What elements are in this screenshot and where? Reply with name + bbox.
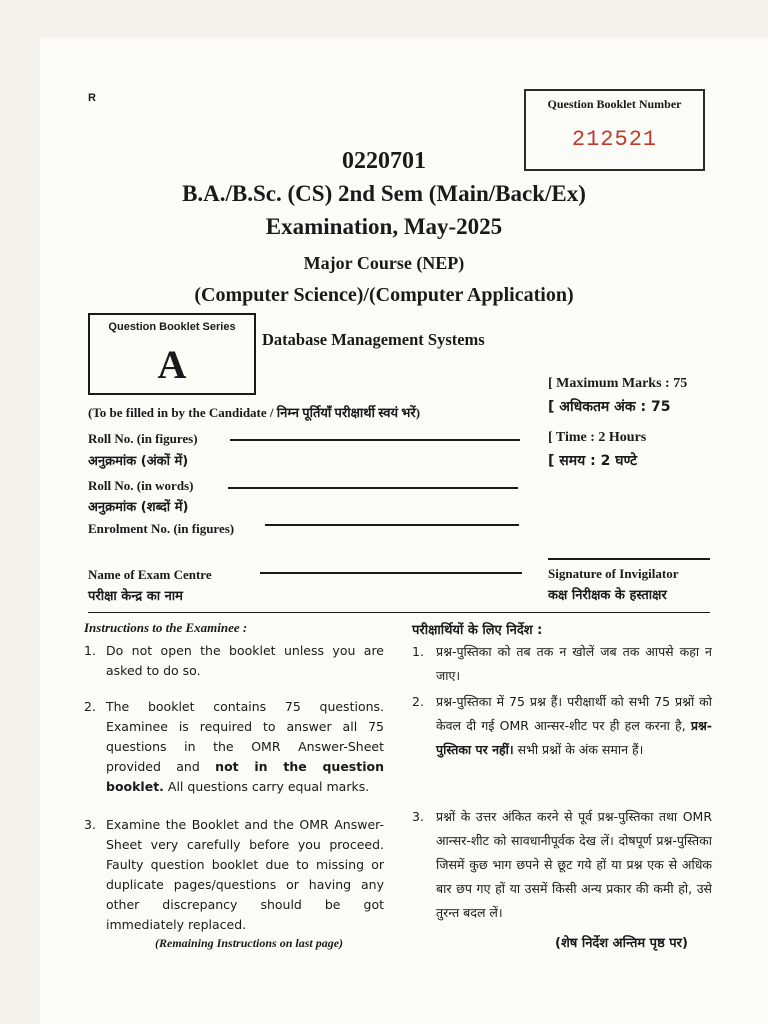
fill-note: (To be filled in by the Candidate / निम्न पूर्तियाँ परीक्षार्थी स्वयं भरें) bbox=[88, 405, 421, 420]
roll-figures-field[interactable] bbox=[230, 439, 520, 441]
booklet-series-box bbox=[88, 313, 256, 395]
roll-figures-label: Roll No. (in figures) bbox=[88, 431, 198, 446]
time-en: [ Time : 2 Hours bbox=[548, 430, 647, 445]
instructions-heading-en: Instructions to the Examinee : bbox=[84, 620, 248, 635]
exam-title-line-4: (Computer Science)/(Computer Application) bbox=[194, 284, 574, 306]
roll-figures-label-hi: अनुक्रमांक (अंकों में) bbox=[88, 454, 189, 469]
enrolment-field[interactable] bbox=[265, 524, 519, 526]
subject-title: Database Management Systems bbox=[262, 330, 485, 349]
exam-centre-label: Name of Exam Centre bbox=[88, 567, 212, 582]
instruction-hi-1: 1. प्रश्न-पुस्तिका को तब तक न खोलें जब तक आपसे कहा न जाए। bbox=[412, 644, 712, 683]
booklet-series-value: A bbox=[157, 342, 187, 387]
exam-title-line-1: B.A./B.Sc. (CS) 2nd Sem (Main/Back/Ex) bbox=[182, 181, 586, 206]
section-divider bbox=[88, 612, 710, 613]
instruction-hi-3: 3. प्रश्नों के उत्तर अंकित करने से पूर्व प्रश्न-पुस्तिका तथा OMR आन्सर-शीट को सावधानीपूर्वक देख लें। दोषपूर्ण प्रश्न-पुस्तिका जिसमें कुछ भाग छपने से छूट गये हों या प्रश्न एक से अधिक बार छप गए हों या उसमें किसी अन्य प्रकार की कमी हो, उसे तुरन्त बदल लें। bbox=[412, 809, 712, 920]
question-booklet-number-label: Question Booklet Number bbox=[547, 97, 682, 111]
exam-centre-label-hi: परीक्षा केन्द्र का नाम bbox=[88, 589, 183, 604]
time-hi: [ समय : 2 घण्टे bbox=[548, 453, 638, 469]
exam-title-line-2: Examination, May-2025 bbox=[265, 214, 503, 239]
max-marks-en: [ Maximum Marks : 75 bbox=[548, 376, 688, 391]
instruction-en-2: 2. The booklet contains 75 questions. Examinee is required to answer all 75 questions in the OMR Answer-Sheet provided and not in the question booklet. All questions carry equal marks. bbox=[84, 699, 384, 794]
exam-title-line-3: Major Course (NEP) bbox=[303, 253, 465, 273]
roll-words-label: Roll No. (in words) bbox=[88, 478, 194, 493]
question-booklet-number-value: 212521 bbox=[571, 127, 658, 152]
exam-centre-field[interactable] bbox=[260, 572, 522, 574]
paper-code: 0220701 bbox=[342, 148, 426, 174]
corner-mark: R bbox=[88, 92, 96, 104]
instruction-hi-2: 2. प्रश्न-पुस्तिका में 75 प्रश्न हैं। परीक्षार्थी को सभी 75 प्रश्नों को केवल दी गई OMR आन्सर-शीट पर ही हल करना है, प्रश्न-पुस्तिका पर नहीं। सभी प्रश्नों के अंक समान हैं। bbox=[412, 694, 712, 757]
remaining-instructions-en: (Remaining Instructions on last page) bbox=[155, 936, 344, 950]
invigilator-signature-line bbox=[548, 558, 710, 560]
invigilator-label: Signature of Invigilator bbox=[548, 566, 679, 581]
booklet-series-label: Question Booklet Series bbox=[108, 321, 236, 333]
roll-words-label-hi: अनुक्रमांक (शब्दों में) bbox=[88, 500, 189, 515]
roll-words-field[interactable] bbox=[228, 487, 518, 489]
instruction-en-1: 1. Do not open the booklet unless you are asked to do so. bbox=[84, 643, 384, 678]
invigilator-label-hi: कक्ष निरीक्षक के हस्ताक्षर bbox=[548, 588, 667, 603]
instructions-heading-hi: परीक्षार्थियों के लिए निर्देश : bbox=[412, 623, 543, 638]
max-marks-hi: [ अधिकतम अंक : 75 bbox=[548, 399, 671, 415]
remaining-instructions-hi: (शेष निर्देश अन्तिम पृष्ठ पर) bbox=[555, 936, 688, 951]
enrolment-label: Enrolment No. (in figures) bbox=[88, 521, 235, 536]
instruction-en-3: 3. Examine the Booklet and the OMR Answer-Sheet very carefully before you proceed. Faulty question booklet due to missing or duplicate pages/questions or having any other discrepancy should be got immediately replaced. bbox=[84, 817, 384, 932]
